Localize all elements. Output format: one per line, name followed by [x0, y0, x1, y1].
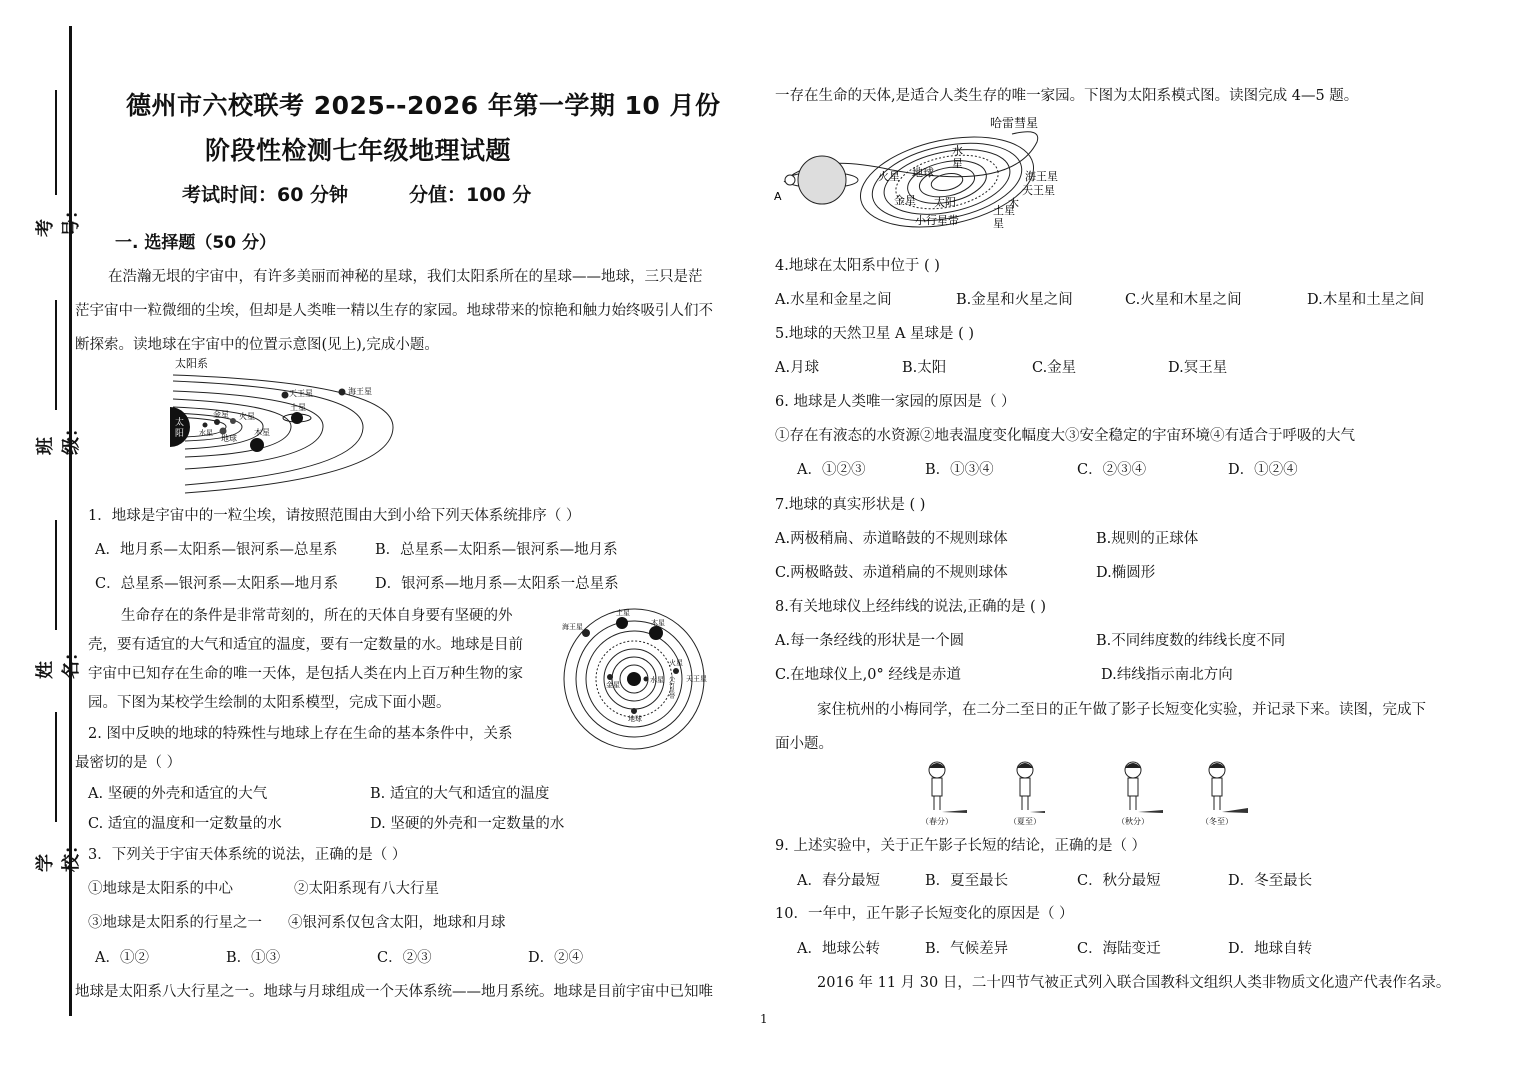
section-heading: 一. 选择题（50 分） — [115, 233, 276, 253]
fig1-neptune: 海王星 — [348, 387, 372, 396]
fig4-caption-summer: （夏至） — [1009, 817, 1041, 826]
q3-stem: 3．下列关于宇宙天体系统的说法，正确的是（ ） — [88, 847, 407, 863]
q9-option-b[interactable]: B．夏至最长 — [925, 873, 1009, 889]
q6-stem: 6. 地球是人类唯一家园的原因是（ ） — [775, 394, 1016, 410]
intro2-line1: 生命存在的条件是非常苛刻的，所在的天体自身要有坚硬的外 — [121, 608, 513, 624]
fill-line-exam-no — [55, 90, 57, 195]
q5-stem: 5.地球的天然卫星 A 星球是 ( ) — [775, 326, 975, 342]
q3-option-b[interactable]: B．①③ — [226, 950, 281, 966]
q6-items: ①存在有液态的水资源②地表温度变化幅度大③安全稳定的宇宙环境④有适合于呼吸的大气 — [775, 428, 1355, 444]
fig1-jupiter: 木星 — [254, 428, 270, 437]
q6-option-a[interactable]: A．①②③ — [797, 462, 866, 478]
fig1-sun-2: 阳 — [175, 429, 185, 439]
fig1-mercury: 水星 — [199, 429, 213, 437]
fill-line-name — [55, 520, 57, 630]
q10-option-b[interactable]: B．气候差异 — [925, 941, 1009, 957]
q3-option-c[interactable]: C．②③ — [377, 950, 432, 966]
fig3-halley: 哈雷彗星 — [990, 116, 1039, 130]
fig3-mercury-2: 星 — [952, 157, 963, 170]
fig1-uranus: 天王星 — [289, 389, 313, 398]
q1-stem: 1．地球是宇宙中的一粒尘埃，请按照范围由大到小给下列天体系统排序（ ） — [88, 508, 581, 524]
q10-option-a[interactable]: A．地球公转 — [797, 941, 880, 957]
q3-statement-2: ②太阳系现有八大行星 — [294, 881, 439, 897]
fig2-earth: 地球 — [628, 715, 642, 723]
q9-option-d[interactable]: D．冬至最长 — [1228, 873, 1313, 889]
fig2-uranus: 天王星 — [686, 675, 707, 683]
fig2-neptune: 海王星 — [562, 623, 583, 631]
intro2-line4: 园。下图为某校学生绘制的太阳系模型，完成下面小题。 — [88, 695, 451, 711]
solar-system-figure-3 — [772, 112, 1072, 234]
q8-option-d[interactable]: D.纬线指示南北方向 — [1101, 667, 1233, 683]
q5-option-b[interactable]: B.太阳 — [902, 360, 947, 376]
fig2-saturn: 土星 — [616, 609, 630, 617]
q9-option-a[interactable]: A．春分最短 — [797, 873, 880, 889]
q9-option-c[interactable]: C．秋分最短 — [1077, 873, 1161, 889]
title-line2: 阶段性检测七年级地理试题 — [205, 136, 512, 165]
q10-option-d[interactable]: D．地球自转 — [1228, 941, 1313, 957]
fig3-moon-a: A — [774, 190, 782, 203]
q1-option-a[interactable]: A．地月系—太阳系—银河系—总星系 — [95, 542, 338, 558]
q7-option-a[interactable]: A.两极稍扁、赤道略鼓的不规则球体 — [775, 531, 1008, 547]
left-bottom-paragraph: 地球是太阳系八大行星之一。地球与月球组成一个天体系统——地月系统。地球是目前宇宙中已知唯 — [75, 984, 713, 1000]
fig3-mercury-1: 水 — [952, 144, 963, 157]
q2-option-d[interactable]: D. 坚硬的外壳和一定数量的水 — [370, 816, 565, 832]
name-label: 姓名： — [35, 643, 82, 679]
fig1-mars: 火星 — [239, 412, 255, 421]
q10-option-c[interactable]: C．海陆变迁 — [1077, 941, 1161, 957]
fig3-earth: 地球 — [912, 166, 934, 179]
q7-stem: 7.地球的真实形状是 ( ) — [775, 497, 926, 513]
q2-option-b[interactable]: B. 适宜的大气和适宜的温度 — [370, 786, 550, 802]
solar-system-figure-2 — [558, 603, 718, 751]
q2-stem-1: 2. 图中反映的地球的特殊性与地球上存在生命的基本条件中，关系 — [88, 726, 513, 742]
fig2-mars: 火星 — [669, 659, 683, 667]
right-bottom-paragraph: 2016 年 11 月 30 日，二十四节气被正式列入联合国教科文组织人类非物质文化遗产代表作名录。 — [817, 975, 1451, 991]
q4-option-b[interactable]: B.金星和火星之间 — [956, 292, 1073, 308]
exam-time: 考试时间：60 分钟 — [182, 184, 349, 206]
fig1-label: 太阳系 — [175, 357, 208, 370]
school-label: 学校： — [35, 836, 82, 872]
intro2-line2: 壳，要有适宜的大气和适宜的温度，要有一定数量的水。地球是目前 — [88, 637, 523, 653]
q5-option-a[interactable]: A.月球 — [775, 360, 820, 376]
fig1-earth: 地球 — [221, 434, 237, 443]
q3-statement-1: ①地球是太阳系的中心 — [88, 881, 233, 897]
exam-score: 分值：100 分 — [409, 184, 532, 206]
fig3-neptune: 海王星 — [1025, 170, 1058, 183]
q6-option-d[interactable]: D．①②④ — [1228, 462, 1298, 478]
title-line1: 德州市六校联考 2025--2026 年第一学期 10 月份 — [126, 91, 721, 120]
fig3-uranus: 天王星 — [1022, 184, 1055, 197]
q6-option-c[interactable]: C．②③④ — [1077, 462, 1147, 478]
fig3-mars: 火星 — [878, 170, 900, 183]
q3-statement-4: ④银河系仅包含太阳，地球和月球 — [288, 915, 506, 931]
q3-statement-3: ③地球是太阳系的行星之一 — [88, 915, 262, 931]
fig3-asteroid-belt: 小行星带 — [915, 214, 959, 227]
intro3-line1: 家住杭州的小梅同学，在二分二至日的正午做了影子长短变化实验，并记录下来。读图，完成下 — [817, 702, 1426, 718]
q8-option-a[interactable]: A.每一条经线的形状是一个圆 — [775, 633, 965, 649]
q9-stem: 9. 上述实验中，关于正午影子长短的结论，正确的是（ ） — [775, 838, 1147, 854]
solar-system-figure-1 — [165, 353, 400, 495]
q5-option-d[interactable]: D.冥王星 — [1168, 360, 1228, 376]
page-number: 1 — [760, 1012, 768, 1026]
shadow-experiment-figure — [905, 756, 1250, 828]
fig3-jupiter-2: 星 — [993, 217, 1004, 230]
q7-option-d[interactable]: D.椭圆形 — [1096, 565, 1156, 581]
q3-option-a[interactable]: A．①② — [95, 950, 149, 966]
q6-option-b[interactable]: B．①③④ — [925, 462, 994, 478]
fig4-caption-autumn: （秋分） — [1117, 817, 1149, 826]
q8-option-b[interactable]: B.不同纬度数的纬线长度不同 — [1096, 633, 1286, 649]
exam-no-label: 考号： — [35, 201, 82, 237]
q8-stem: 8.有关地球仪上经纬线的说法,正确的是 ( ) — [775, 599, 1046, 615]
fig1-saturn: 土星 — [290, 403, 306, 412]
fill-line-school — [55, 712, 57, 822]
fill-line-class — [55, 300, 57, 410]
q7-option-b[interactable]: B.规则的正球体 — [1096, 531, 1199, 547]
fig2-venus: 金星 — [606, 681, 620, 689]
fig3-sun: 太阳 — [934, 196, 956, 209]
q4-option-c[interactable]: C.火星和木星之间 — [1125, 292, 1242, 308]
q2-stem-2: 最密切的是（ ） — [75, 755, 182, 771]
intro2-line3: 宇宙中已知存在生命的唯一天体，是包括人类在内上百万种生物的家 — [88, 666, 523, 682]
fig2-mercury: 水星 — [650, 676, 664, 684]
fig3-saturn: 土星 — [993, 204, 1015, 217]
intro3-line2: 面小题。 — [775, 736, 833, 752]
q10-stem: 10．一年中，正午影子长短变化的原因是（ ） — [775, 906, 1074, 922]
q4-stem: 4.地球在太阳系中位于 ( ) — [775, 258, 940, 274]
q4-option-d[interactable]: D.木星和土星之间 — [1307, 292, 1425, 308]
fig4-caption-winter: （冬至） — [1201, 817, 1233, 826]
q5-option-c[interactable]: C.金星 — [1032, 360, 1077, 376]
intro-line3: 断探索。读地球在宇宙中的位置示意图(见上),完成小题。 — [75, 337, 439, 353]
fig1-venus: 金星 — [213, 410, 229, 419]
class-label: 班级： — [35, 419, 82, 455]
q2-option-a[interactable]: A. 坚硬的外壳和适宜的大气 — [88, 786, 268, 802]
fig4-caption-spring: （春分） — [921, 817, 953, 826]
intro-line1: 在浩瀚无垠的宇宙中，有许多美丽而神秘的星球，我们太阳系所在的星球——地球，三只是茫 — [108, 269, 703, 285]
q4-option-a[interactable]: A.水星和金星之间 — [775, 292, 892, 308]
q1-option-b[interactable]: B．总星系—太阳系—银河系—地月系 — [375, 542, 618, 558]
q1-option-d[interactable]: D．银河系—地月系—太阳系一总星系 — [375, 576, 619, 592]
q2-option-c[interactable]: C. 适宜的温度和一定数量的水 — [88, 816, 282, 832]
fig3-venus: 金星 — [894, 194, 916, 207]
fig1-sun-1: 太 — [175, 418, 185, 428]
right-top-paragraph: 一存在生命的天体,是适合人类生存的唯一家园。下图为太阳系模式图。读图完成 4—5 题。 — [775, 88, 1359, 104]
q3-option-d[interactable]: D．②④ — [528, 950, 584, 966]
intro-line2: 茫宇宙中一粒微细的尘埃，但却是人类唯一精以生存的家园。地球带来的惊艳和触力始终吸引人们不 — [75, 303, 713, 319]
q1-option-c[interactable]: C．总星系—银河系—太阳系—地月系 — [95, 576, 339, 592]
fig2-asteroid-belt: 小行星带 — [667, 675, 675, 699]
q7-option-c[interactable]: C.两极略鼓、赤道稍扁的不规则球体 — [775, 565, 1008, 581]
fig2-jupiter: 木星 — [651, 619, 665, 627]
fig3-jupiter-1: 木 — [1008, 197, 1019, 210]
q8-option-c[interactable]: C.在地球仪上,0° 经线是赤道 — [775, 667, 961, 683]
